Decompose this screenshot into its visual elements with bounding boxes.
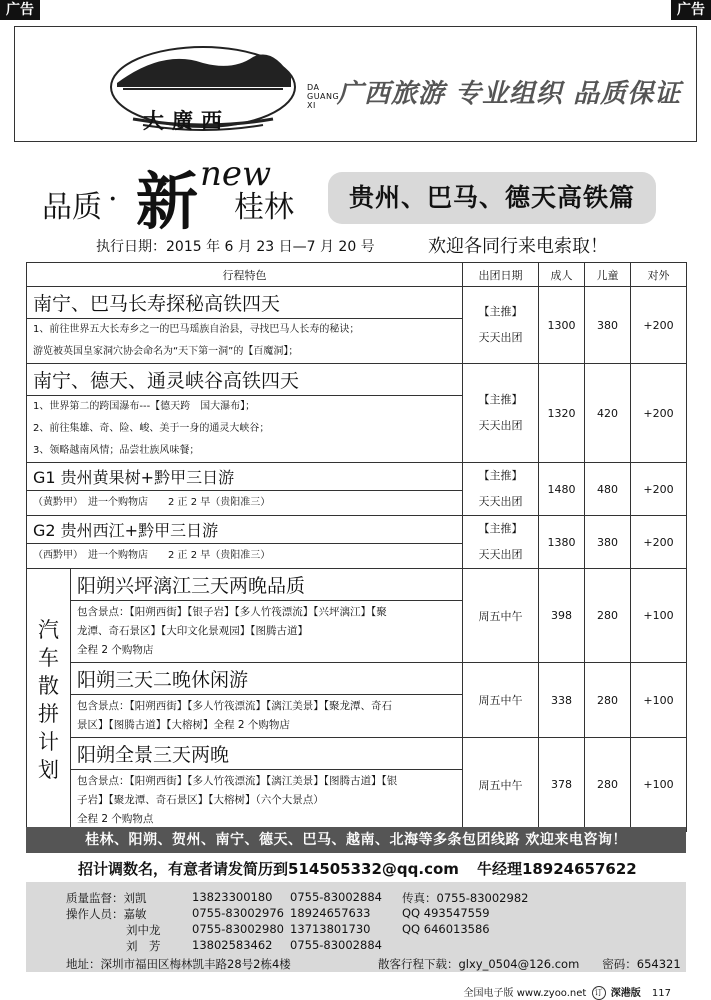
desc-line: （西黔甲） 进一个购物店 2 正 2 早（贵阳准三） [33,550,271,561]
desc-line: 龙潭、奇石景区】【大印文化景观园】【图腾古道】 [77,625,308,637]
desc-line: 游览被英国皇家洞穴协会命名为“天下第一洞”的【百魔洞】； [33,346,299,357]
ad-tag-right: 广告 [671,0,711,20]
execution-date: 执行日期：2015 年 6 月 23 日—7 月 20 号 [96,239,375,255]
price-child: 480 [585,463,631,516]
footer-site: 全国电子版 www.zyoo.net [463,988,587,999]
download-info: 散客行程下载：glxy_0504@126.com 密码：654321 [378,957,681,971]
table-row [27,663,687,695]
price-external: +200 [631,463,687,516]
logo-english: DA GUANG XI [307,83,340,110]
address: 地址：深圳市福田区梅林凯丰路28号2栋4楼 [66,957,291,971]
price-child: 380 [585,287,631,364]
date-text: 天天出团 [478,419,523,432]
route-title: G2 贵州西江+黔甲三日游 [27,516,463,544]
price-external: +200 [631,364,687,463]
table-row [27,287,687,319]
recruit-notice [78,858,637,879]
price-adult: 1480 [539,463,585,516]
route-date [463,516,539,569]
quality-label: 质量监督：刘凯 [66,891,147,905]
slogan: 广西旅游 专业组织 品质保证 [337,79,682,109]
price-child: 420 [585,364,631,463]
desc-line: 2、前往集雄、奇、险、峻、美于一身的通灵大峡谷； [33,423,270,434]
quality-phone: 13823300180 [192,890,273,904]
date-tag: 【主推】 [478,522,523,535]
ops-name: 刘中龙 [126,923,161,937]
price-adult: 338 [539,663,585,738]
logo-chinese: 大廣西 [143,108,230,133]
desc-line: 1、前往世界五大长寿乡之一的巴马瑶族自治县，寻找巴马人长寿的秘诀； [33,324,360,335]
header-external: 对外 [631,263,687,287]
desc-line: 3、领略越南风情；品尝壮族风味餐； [33,445,200,456]
table-row [27,463,687,491]
header-date: 出团日期 [463,263,539,287]
price-child: 280 [585,569,631,663]
bus-label-char: 散 [38,674,59,698]
headline-guilin: 桂林 [234,190,294,225]
recruit-text: 招计调数名，有意者请发简历到514505332@qq.com [78,860,459,878]
bus-route-desc [71,770,463,832]
bus-route-desc [71,601,463,663]
route-desc [27,319,463,364]
bus-route-title: 阳朔兴坪漓江三天两晚品质 [71,569,463,601]
header-feature: 行程特色 [27,263,463,287]
page-footer [464,984,671,1000]
price-adult: 1320 [539,364,585,463]
ops-phone: 13802583462 [192,938,273,952]
price-adult: 378 [539,738,585,832]
header-box [14,26,697,142]
ops-phone: 0755-83002976 [192,906,284,920]
table-row [27,569,687,601]
date-text: 天天出团 [478,495,523,508]
welcome-text: 欢迎各同行来电索取！ [428,236,608,257]
price-external: +200 [631,287,687,364]
route-banner: 贵州、巴马、德天高铁篇 [328,172,656,224]
page-number: 117 [651,988,671,999]
bus-route-date: 周五中午 [463,569,539,663]
table-row [27,364,687,396]
date-tag: 【主推】 [478,469,523,482]
ops-phone: 0755-83002980 [192,922,284,936]
price-external: +100 [631,569,687,663]
bus-route-date: 周五中午 [463,663,539,738]
route-title: 南宁、巴马长寿探秘高铁四天 [27,287,463,319]
logo [103,43,340,133]
price-child: 280 [585,738,631,832]
date-tag: 【主推】 [478,305,523,318]
price-child: 380 [585,516,631,569]
bus-label-char: 汽 [38,618,59,642]
bus-plan-label [27,569,71,832]
desc-line: 包含景点：【阳朔西街】【多人竹筏漂流】【漓江美景】【图腾古道】【银 [77,775,398,787]
headline-new-script: new [200,154,272,194]
footer-edition: 深港版 [610,988,641,999]
price-external: +100 [631,663,687,738]
price-adult: 1380 [539,516,585,569]
date-tag: 【主推】 [478,393,523,406]
bus-route-date: 周五中午 [463,738,539,832]
desc-line: 1、世界第二的跨国瀑布---【德天跨 国大瀑布】； [33,401,256,412]
fax-number: 传真：0755-83002982 [402,891,529,905]
bus-label-char: 拼 [38,702,59,726]
ops-phone: 13713801730 [290,922,371,936]
contact-box [26,882,686,972]
table-header-row [27,263,687,287]
headline-quality: 品质 [42,190,102,225]
desc-line: 子岩】【聚龙潭、奇石景区】【大榕树】（六个大景点） [77,794,324,806]
route-date [463,287,539,364]
order-icon: 订 [592,986,606,1000]
desc-line: 全程 2 个购物店 [77,644,154,656]
table-row [27,738,687,770]
route-desc [27,544,463,569]
desc-line: 全程 2 个购物点 [77,813,154,825]
desc-line: 包含景点：【阳朔西街】【多人竹筏漂流】【漓江美景】【聚龙潭、奇石 [77,700,392,712]
routes-banner: 桂林、阳朔、贺州、南宁、德天、巴马、越南、北海等多条包团线路 欢迎来电咨询！ [26,827,686,853]
bus-route-title: 阳朔全景三天两晚 [71,738,463,770]
itinerary-table [26,262,687,832]
route-date [463,463,539,516]
bus-label-char: 计 [38,730,59,754]
desc-line: 景区】【图腾古道】【大榕树】全程 2 个购物店 [77,719,290,731]
ops-qq: QQ 493547559 [402,906,490,920]
bus-label-char: 划 [38,758,59,782]
ops-qq: QQ 646013586 [402,922,490,936]
ops-label: 操作人员：嘉敏 [66,907,147,921]
ops-phone: 18924657633 [290,906,371,920]
price-external: +100 [631,738,687,832]
recruit-contact: 牛经理18924657622 [476,860,637,878]
price-child: 280 [585,663,631,738]
route-title: 南宁、德天、通灵峡谷高铁四天 [27,364,463,396]
bus-route-desc [71,695,463,738]
ops-name: 刘 芳 [126,939,161,953]
headline-dot: · [108,182,118,217]
header-child: 儿童 [585,263,631,287]
headline-new-char: 新 [136,165,199,238]
desc-line: （黄黔甲） 进一个购物店 2 正 2 早（贵阳准三） [33,497,271,508]
quality-phone: 0755-83002884 [290,890,382,904]
table-row [27,516,687,544]
desc-line: 包含景点：【阳朔西街】【银子岩】【多人竹筏漂流】【兴坪漓江】【聚 [77,606,387,618]
bus-route-title: 阳朔三天二晚休闲游 [71,663,463,695]
ad-tag-left: 广告 [0,0,40,20]
header-adult: 成人 [539,263,585,287]
price-adult: 1300 [539,287,585,364]
headline [42,154,332,238]
route-desc [27,396,463,463]
price-adult: 398 [539,569,585,663]
bus-label-char: 车 [38,646,59,670]
date-text: 天天出团 [478,331,523,344]
price-external: +200 [631,516,687,569]
route-date [463,364,539,463]
date-text: 天天出团 [478,548,523,561]
ops-phone: 0755-83002884 [290,938,382,952]
route-title: G1 贵州黄果树+黔甲三日游 [27,463,463,491]
route-desc [27,491,463,516]
